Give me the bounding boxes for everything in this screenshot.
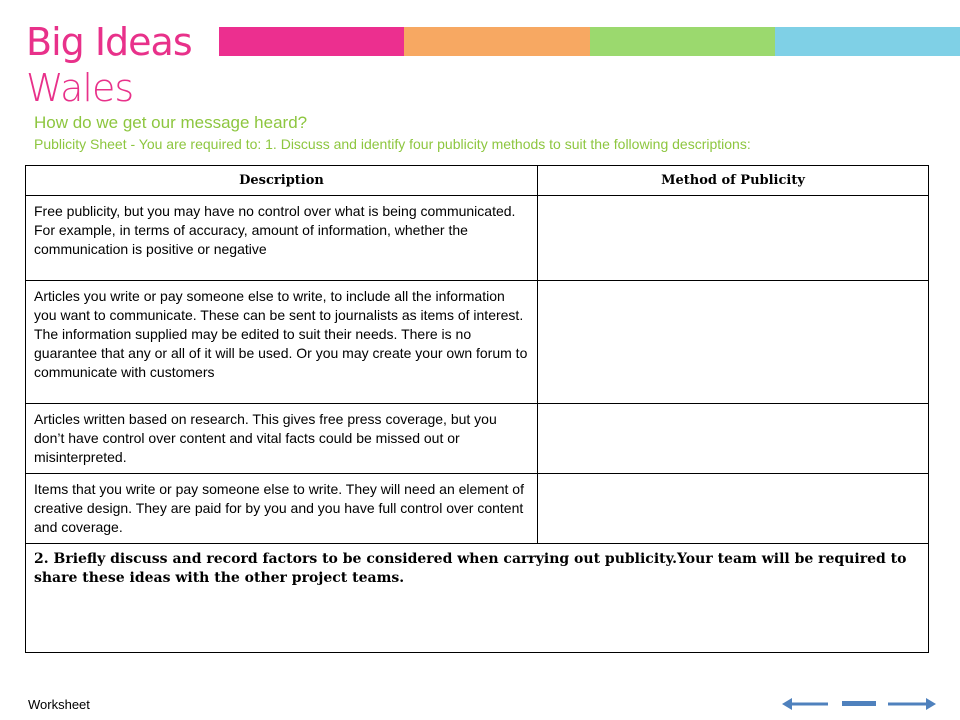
method-cell[interactable] [538, 281, 929, 404]
instructions-text: Publicity Sheet - You are required to: 1. Discuss and identify four publicity methods to suit the following descriptions: [34, 136, 751, 152]
color-bar-orange [404, 27, 589, 56]
home-button[interactable] [840, 695, 878, 713]
arrow-left-icon [780, 695, 830, 713]
color-bar-green [590, 27, 775, 56]
header-method: Method of Publicity [538, 166, 929, 196]
dash-icon [840, 695, 878, 713]
header-description: Description [26, 166, 538, 196]
brand-color-bars [219, 27, 960, 56]
brand-title-line1: Big Ideas [26, 20, 192, 64]
method-cell[interactable] [538, 474, 929, 544]
method-cell[interactable] [538, 404, 929, 474]
description-cell: Items that you write or pay someone else to write. They will need an element of creative design. They are paid for by you and you have full control over content and coverage. [26, 474, 538, 544]
table-row [26, 281, 929, 404]
forward-button[interactable] [886, 695, 938, 713]
table-row [26, 474, 929, 544]
question-2-cell[interactable]: 2. Briefly discuss and record factors to be considered when carrying out publicity.Your team will be required to share these ideas with the other project teams. [26, 544, 929, 653]
method-cell[interactable] [538, 196, 929, 281]
color-bar-blue [775, 27, 960, 56]
back-button[interactable] [780, 695, 830, 713]
description-cell: Articles you write or pay someone else to write, to include all the information you want to communicate. These can be sent to journalists as items of interest. The information supplied may be edited to suit their needs. There is no guarantee that any or all of it will be used. Or you may create your own forum to communicate with customers [26, 281, 538, 404]
description-cell: Free publicity, but you may have no control over what is being communicated. For example, in terms of accuracy, amount of information, whether the communication is positive or negative [26, 196, 538, 281]
table-row [26, 404, 929, 474]
description-cell: Articles written based on research. This gives free press coverage, but you don’t have control over content and vital facts could be missed out or misinterpreted. [26, 404, 538, 474]
table-row [26, 196, 929, 281]
color-bar-pink [219, 27, 404, 56]
publicity-table [25, 165, 929, 653]
page-subtitle: How do we get our message heard? [34, 113, 308, 132]
table-header-row [26, 166, 929, 196]
arrow-right-icon [886, 695, 938, 713]
question-2-row [26, 544, 929, 653]
brand-title-line2: Wales [26, 66, 134, 110]
footer-label: Worksheet [28, 697, 90, 712]
